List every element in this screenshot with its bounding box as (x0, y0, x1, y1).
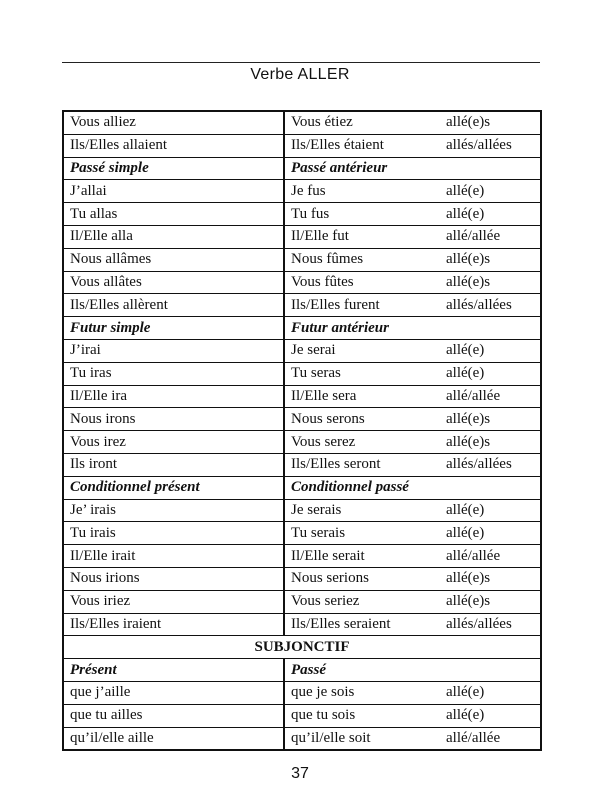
compound-form-cell (284, 545, 541, 568)
conjugation-row (63, 499, 541, 522)
tense-heading-right: Conditionnel passé (284, 476, 541, 499)
simple-form-cell: Vous iriez (63, 590, 284, 613)
auxiliary-form: Nous serons (291, 410, 365, 427)
past-participle: allé(e) (446, 707, 485, 724)
simple-form-cell: Il/Elle irait (63, 545, 284, 568)
past-participle: allé/allée (446, 228, 501, 245)
tense-heading-right: Futur antérieur (284, 317, 541, 340)
compound-form-cell (284, 613, 541, 636)
auxiliary-form: Nous serions (291, 570, 369, 587)
simple-form-cell: Ils/Elles iraient (63, 613, 284, 636)
auxiliary-form: qu’il/elle soit (291, 729, 371, 746)
auxiliary-form: Tu seras (291, 365, 341, 382)
past-participle: allé(e) (446, 342, 485, 359)
simple-form-cell: que tu ailles (63, 704, 284, 727)
simple-form-cell: Vous alliez (63, 111, 284, 134)
past-participle: allé(e) (446, 365, 485, 382)
simple-form-cell: Tu irais (63, 522, 284, 545)
auxiliary-form: Je serais (291, 501, 342, 518)
conjugation-row (63, 453, 541, 476)
simple-form-cell: Tu allas (63, 203, 284, 226)
compound-form-cell (284, 567, 541, 590)
conjugation-row (63, 180, 541, 203)
simple-form-cell: Je’ irais (63, 499, 284, 522)
auxiliary-form: Ils/Elles étaient (291, 137, 384, 154)
conjugation-table-body (63, 111, 541, 750)
simple-form-cell: Nous allâmes (63, 248, 284, 271)
auxiliary-form: Il/Elle serait (291, 547, 365, 564)
page-number: 37 (291, 765, 309, 782)
simple-form-cell: Ils iront (63, 453, 284, 476)
conjugation-table (62, 110, 542, 751)
past-participle: allé(e) (446, 205, 485, 222)
auxiliary-form: Vous étiez (291, 114, 353, 131)
past-participle: allé/allée (446, 547, 501, 564)
simple-form-cell: J’allai (63, 180, 284, 203)
header-rule (62, 62, 540, 63)
simple-form-cell: Nous irons (63, 408, 284, 431)
simple-form-cell: Ils/Elles allaient (63, 134, 284, 157)
tense-heading-left: Conditionnel présent (63, 476, 284, 499)
auxiliary-form: que je sois (291, 684, 355, 701)
conjugation-row (63, 134, 541, 157)
tense-header-row (63, 317, 541, 340)
auxiliary-form: Il/Elle sera (291, 387, 357, 404)
simple-form-cell: Nous irions (63, 567, 284, 590)
auxiliary-form: Vous fûtes (291, 273, 354, 290)
tense-heading-left: Passé simple (63, 157, 284, 180)
compound-form-cell (284, 111, 541, 134)
compound-form-cell (284, 248, 541, 271)
simple-form-cell: Il/Elle alla (63, 225, 284, 248)
past-participle: allés/allées (446, 615, 512, 632)
conjugation-row (63, 522, 541, 545)
conjugation-row (63, 225, 541, 248)
conjugation-row (63, 362, 541, 385)
tense-heading-right: Passé (284, 659, 541, 682)
past-participle: allé(e)s (446, 273, 491, 290)
compound-form-cell (284, 180, 541, 203)
conjugation-row (63, 248, 541, 271)
past-participle: allé(e)s (446, 593, 491, 610)
conjugation-row (63, 294, 541, 317)
conjugation-row (63, 408, 541, 431)
compound-form-cell (284, 431, 541, 454)
conjugation-row (63, 727, 541, 750)
mood-header-row (63, 636, 541, 659)
past-participle: allé/allée (446, 729, 501, 746)
auxiliary-form: Vous seriez (291, 593, 360, 610)
page-title: Verbe ALLER (250, 66, 350, 83)
tense-heading-right: Passé antérieur (284, 157, 541, 180)
auxiliary-form: Tu fus (291, 205, 330, 222)
compound-form-cell (284, 134, 541, 157)
conjugation-row (63, 111, 541, 134)
compound-form-cell (284, 385, 541, 408)
auxiliary-form: Ils/Elles seront (291, 456, 381, 473)
compound-form-cell (284, 727, 541, 750)
compound-form-cell (284, 408, 541, 431)
conjugation-row (63, 704, 541, 727)
past-participle: allés/allées (446, 456, 512, 473)
tense-heading-left: Présent (63, 659, 284, 682)
simple-form-cell: Il/Elle ira (63, 385, 284, 408)
auxiliary-form: Tu serais (291, 524, 346, 541)
conjugation-row (63, 613, 541, 636)
compound-form-cell (284, 203, 541, 226)
compound-form-cell (284, 453, 541, 476)
auxiliary-form: Vous serez (291, 433, 356, 450)
conjugation-row (63, 681, 541, 704)
past-participle: allé(e)s (446, 410, 491, 427)
compound-form-cell (284, 704, 541, 727)
auxiliary-form: Il/Elle fut (291, 228, 349, 245)
compound-form-cell (284, 681, 541, 704)
past-participle: allé(e)s (446, 114, 491, 131)
auxiliary-form: Nous fûmes (291, 251, 364, 268)
simple-form-cell: J’irai (63, 339, 284, 362)
conjugation-row (63, 590, 541, 613)
simple-form-cell: Vous irez (63, 431, 284, 454)
compound-form-cell (284, 499, 541, 522)
simple-form-cell: que j’aille (63, 681, 284, 704)
auxiliary-form: Ils/Elles seraient (291, 615, 391, 632)
simple-form-cell: Vous allâtes (63, 271, 284, 294)
simple-form-cell: Ils/Elles allèrent (63, 294, 284, 317)
past-participle: allé(e) (446, 182, 485, 199)
conjugation-row (63, 385, 541, 408)
mood-heading: SUBJONCTIF (63, 636, 541, 659)
conjugation-row (63, 545, 541, 568)
compound-form-cell (284, 522, 541, 545)
past-participle: allé(e) (446, 524, 485, 541)
compound-form-cell (284, 339, 541, 362)
past-participle: allés/allées (446, 296, 512, 313)
conjugation-row (63, 339, 541, 362)
simple-form-cell: Tu iras (63, 362, 284, 385)
simple-form-cell: qu’il/elle aille (63, 727, 284, 750)
past-participle: allé/allée (446, 387, 501, 404)
past-participle: allé(e)s (446, 570, 491, 587)
compound-form-cell (284, 362, 541, 385)
past-participle: allé(e) (446, 684, 485, 701)
auxiliary-form: Je serai (291, 342, 336, 359)
compound-form-cell (284, 271, 541, 294)
auxiliary-form: Ils/Elles furent (291, 296, 380, 313)
compound-form-cell (284, 294, 541, 317)
past-participle: allé(e) (446, 501, 485, 518)
tense-header-row (63, 157, 541, 180)
conjugation-row (63, 567, 541, 590)
compound-form-cell (284, 590, 541, 613)
auxiliary-form: que tu sois (291, 707, 356, 724)
conjugation-row (63, 271, 541, 294)
past-participle: allé(e)s (446, 433, 491, 450)
conjugation-row (63, 203, 541, 226)
past-participle: allé(e)s (446, 251, 491, 268)
conjugation-row (63, 431, 541, 454)
tense-header-row (63, 659, 541, 682)
tense-header-row (63, 476, 541, 499)
auxiliary-form: Je fus (291, 182, 326, 199)
past-participle: allés/allées (446, 137, 512, 154)
tense-heading-left: Futur simple (63, 317, 284, 340)
compound-form-cell (284, 225, 541, 248)
